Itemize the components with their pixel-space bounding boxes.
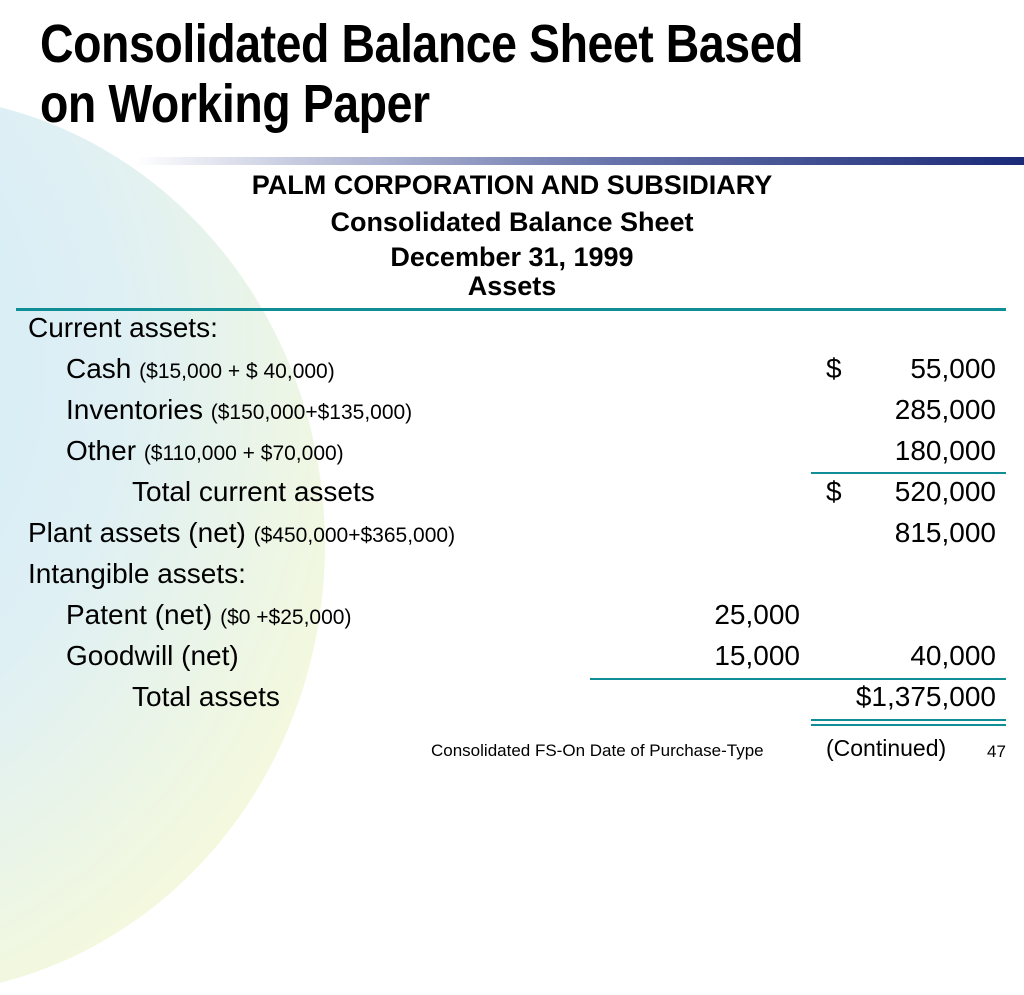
slide-title-line1: Consolidated Balance Sheet Based [40, 14, 804, 74]
row-other [0, 431, 1024, 471]
other-amount: 180,000 [894, 435, 996, 466]
company-name: PALM CORPORATION AND SUBSIDIARY [251, 170, 773, 200]
patent-sub-amount: 25,000 [714, 599, 800, 630]
page-number: 47 [987, 742, 1006, 761]
cash-label-group [66, 349, 335, 392]
row-current-assets [0, 308, 1024, 348]
inventories-label: Inventories [66, 394, 203, 425]
cash-dollar-sign: $ [826, 353, 842, 384]
other-detail: ($110,000 + $70,000) [143, 442, 344, 465]
intangible-label: Intangible assets: [28, 558, 246, 589]
inventories-amount: 285,000 [894, 394, 996, 425]
goodwill-amount: 40,000 [910, 640, 996, 671]
statement-date: December 31, 1999 [390, 242, 634, 272]
row-total-current-assets [0, 472, 1024, 512]
row-cash [0, 349, 1024, 389]
plant-label: Plant assets (net) [28, 517, 246, 548]
row-inventories [0, 390, 1024, 430]
total-current-amount: 520,000 [894, 476, 996, 507]
row-patent [0, 595, 1024, 635]
slide-title [40, 14, 866, 134]
other-label-group [66, 431, 344, 474]
current-assets-label: Current assets: [28, 312, 218, 343]
total-current-dollar-sign: $ [826, 476, 842, 507]
cash-detail: ($15,000 + $ 40,000) [139, 360, 335, 383]
row-intangible-assets [0, 554, 1024, 594]
row-total-assets [0, 677, 1024, 717]
double-rule-bottom [811, 724, 1006, 726]
plant-detail: ($450,000+$365,000) [253, 524, 456, 547]
row-plant-assets [0, 513, 1024, 553]
statement-name: Consolidated Balance Sheet [330, 207, 694, 237]
title-underline [135, 157, 1024, 165]
inventories-detail: ($150,000+$135,000) [210, 401, 413, 424]
slide-title-line2: on Working Paper [40, 74, 430, 134]
goodwill-sub-amount: 15,000 [714, 640, 800, 671]
other-label: Other [66, 435, 137, 466]
plant-label-group [28, 513, 455, 556]
plant-amount: 815,000 [894, 517, 996, 548]
cash-label: Cash [66, 353, 132, 384]
footer-caption: Consolidated FS-On Date of Purchase-Type [431, 741, 764, 760]
patent-label: Patent (net) [66, 599, 213, 630]
row-goodwill [0, 636, 1024, 676]
patent-detail: ($0 +$25,000) [220, 606, 352, 629]
footer-continued: (Continued) [826, 735, 947, 761]
inventories-label-group [66, 390, 412, 433]
cash-amount: 55,000 [910, 353, 996, 384]
section-heading: Assets [467, 271, 557, 301]
total-current-label: Total current assets [132, 476, 375, 507]
total-assets-amount: $1,375,000 [855, 681, 996, 712]
total-assets-label: Total assets [132, 681, 280, 712]
patent-label-group [66, 595, 351, 638]
goodwill-label: Goodwill (net) [66, 640, 239, 671]
double-rule-top [811, 719, 1006, 721]
